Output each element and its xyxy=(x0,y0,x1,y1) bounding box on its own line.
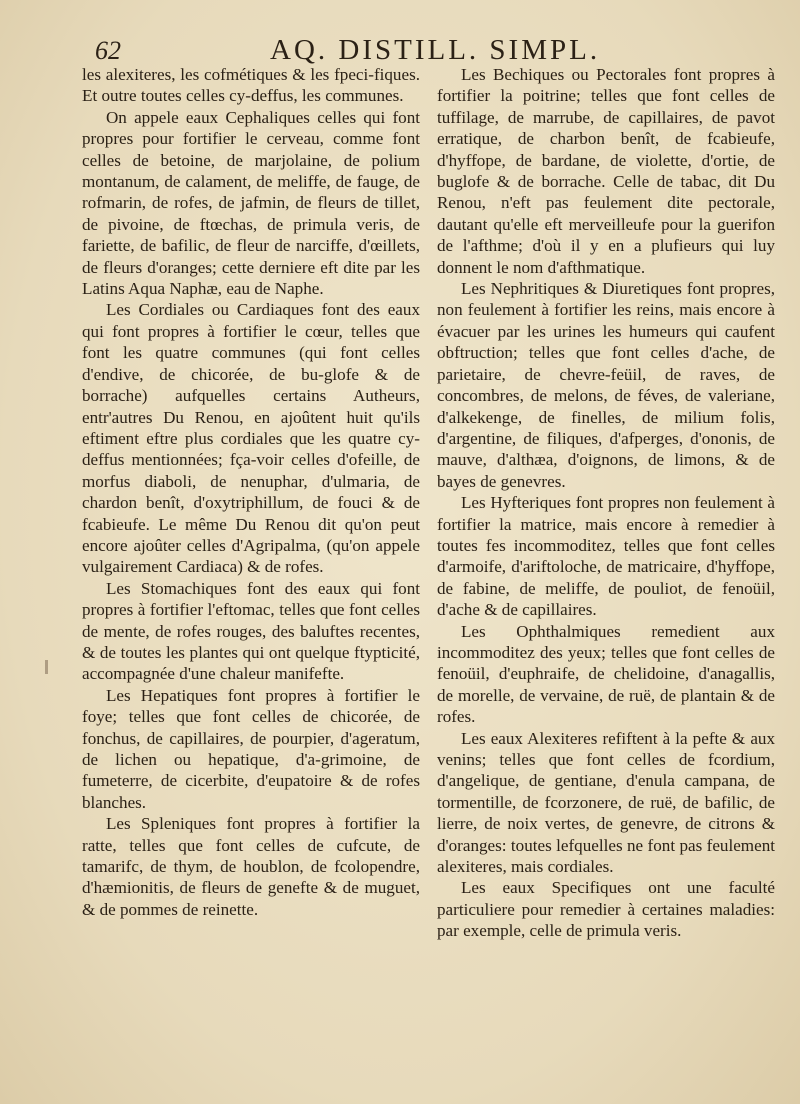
left-column xyxy=(82,64,420,920)
paragraph: Les Hepatiques font propres à fortifier le foye; telles que font celles de chicorée, de fonchus, de capillaires, de pourpier, d'ageratum, de lichen ou hepatique, d'a-grimoine, de fumeterre, de cicerbite, d'eupatoire & de rofes blanches. xyxy=(82,685,420,812)
paragraph: Les Hyfteriques font propres non feulement à fortifier la matrice, mais encore à remedier à toutes fes incommoditez, telles que font celles d'armoife, d'ariftoloche, de matricaire, d'hyffope, de fabine, de meliffe, de pouliot, de fenoüil, d'ache & de capillaires. xyxy=(437,493,775,620)
paragraph: Les eaux Alexiteres refiftent à la pefte & aux venins; telles que font celles de fcordium, d'angelique, de gentiane, d'enula campana, de tormentille, de fcorzonere, de ruë, de bafilic, de lierre, de noix vertes, de genevre, de citrons & d'oranges: toutes lefquelles ne font pas feulement alexiteres, mais cordiales. xyxy=(437,728,775,877)
page-header xyxy=(95,32,775,68)
paragraph: Les Cordiales ou Cardiaques font des eaux qui font propres à fortifier le cœur, telles que font les quatre communes (qui font celles d'endive, de chicorée, de bu-glofe & de borrache) aufquelles certains Autheurs, entr'autres Du Renou, en ajoûtent huit qu'ils eftiment eftre plus cordiales que les quatre cy-deffus mentionnées; fça-voir celles d'ofeille, de morfus diaboli, de nenuphar, d'ulmaria, de chardon benît, d'oxytriphillum, de fouci & de fcabieufe. Le même Du Renou dit qu'on peut encore ajoûter celles d'Agripalma, (qu'on appele vulgairement Cardiaca) & de rofes. xyxy=(82,300,420,577)
paragraph: Les Nephritiques & Diuretiques font propres, non feulement à fortifier les reins, mais encore à évacuer par les urines les humeurs qui caufent obftruction; telles que font celles d'ache, de parietaire, de chevre-feüil, de raves, de concombres, de melons, de féves, de valeriane, d'alkekenge, de finelles, de milium folis, d'argentine, de filiques, d'afperges, d'ononis, de mauve, d'althæa, d'oignons, de limons, & de bayes de genevres. xyxy=(437,279,775,491)
paragraph: Les Spleniques font propres à fortifier la ratte, telles que font celles de cufcute, de tamarifc, de thym, de houblon, de fcolopendre, d'hæmionitis, de fleurs de genefte & de muguet, & de pommes de reinette. xyxy=(82,814,420,919)
paragraph: Les Bechiques ou Pectorales font propres à fortifier la poitrine; telles que font celles de tuffilage, de marrube, de capillaires, de pavot erratique, de charbon benît, de fcabieufe, d'hyffope, de bardane, de violette, d'ortie, de buglofe & de borrache. Celle de tabac, dit Du Renou, n'eft pas feulement dite pectorale, dautant qu'elle eft merveilleufe pour la guerifon de l'afthme; d'où il y en a plufieurs qui luy donnent le nom d'afthmatique. xyxy=(437,65,775,277)
page-number: 62 xyxy=(95,36,121,65)
paragraph: Les eaux Specifiques ont une faculté particuliere pour remedier à certaines maladies: par exemple, celle de primula veris. xyxy=(437,878,775,941)
paragraph: Les Stomachiques font des eaux qui font propres à fortifier l'eftomac, telles que font celles de mente, de rofes rouges, des baluftes recentes, & de toutes les plantes qui ont quelque ftypticité, accompagnée d'une chaleur manifefte. xyxy=(82,578,420,684)
margin-mark xyxy=(45,660,48,674)
paragraph: Les Ophthalmiques remedient aux incommoditez des yeux; telles que font celles de fenoüil, d'euphraife, de chelidoine, d'anagallis, de morelle, de vervaine, de ruë, de plantain & de rofes. xyxy=(437,621,775,727)
right-column xyxy=(437,64,775,942)
paragraph: On appele eaux Cephaliques celles qui font propres pour fortifier le cerveau, comme font celles de betoine, de marjolaine, de polium montanum, de calament, de meliffe, de fauge, de rofmarin, de rofes, de jafmin, de fleurs de tillet, de pivoine, de ftœchas, de primula veris, de fariette, de bafilic, de fleur de narciffe, d'œillets, de fleurs d'oranges; cette derniere eft dite par les Latins Aqua Naphæ, eau de Naphe. xyxy=(82,107,420,299)
paragraph: les alexiteres, les cofmétiques & les fpeci-fiques. Et outre toutes celles cy-deffus, les communes. xyxy=(82,65,420,106)
running-title: AQ. DISTILL. SIMPL. xyxy=(270,34,601,66)
